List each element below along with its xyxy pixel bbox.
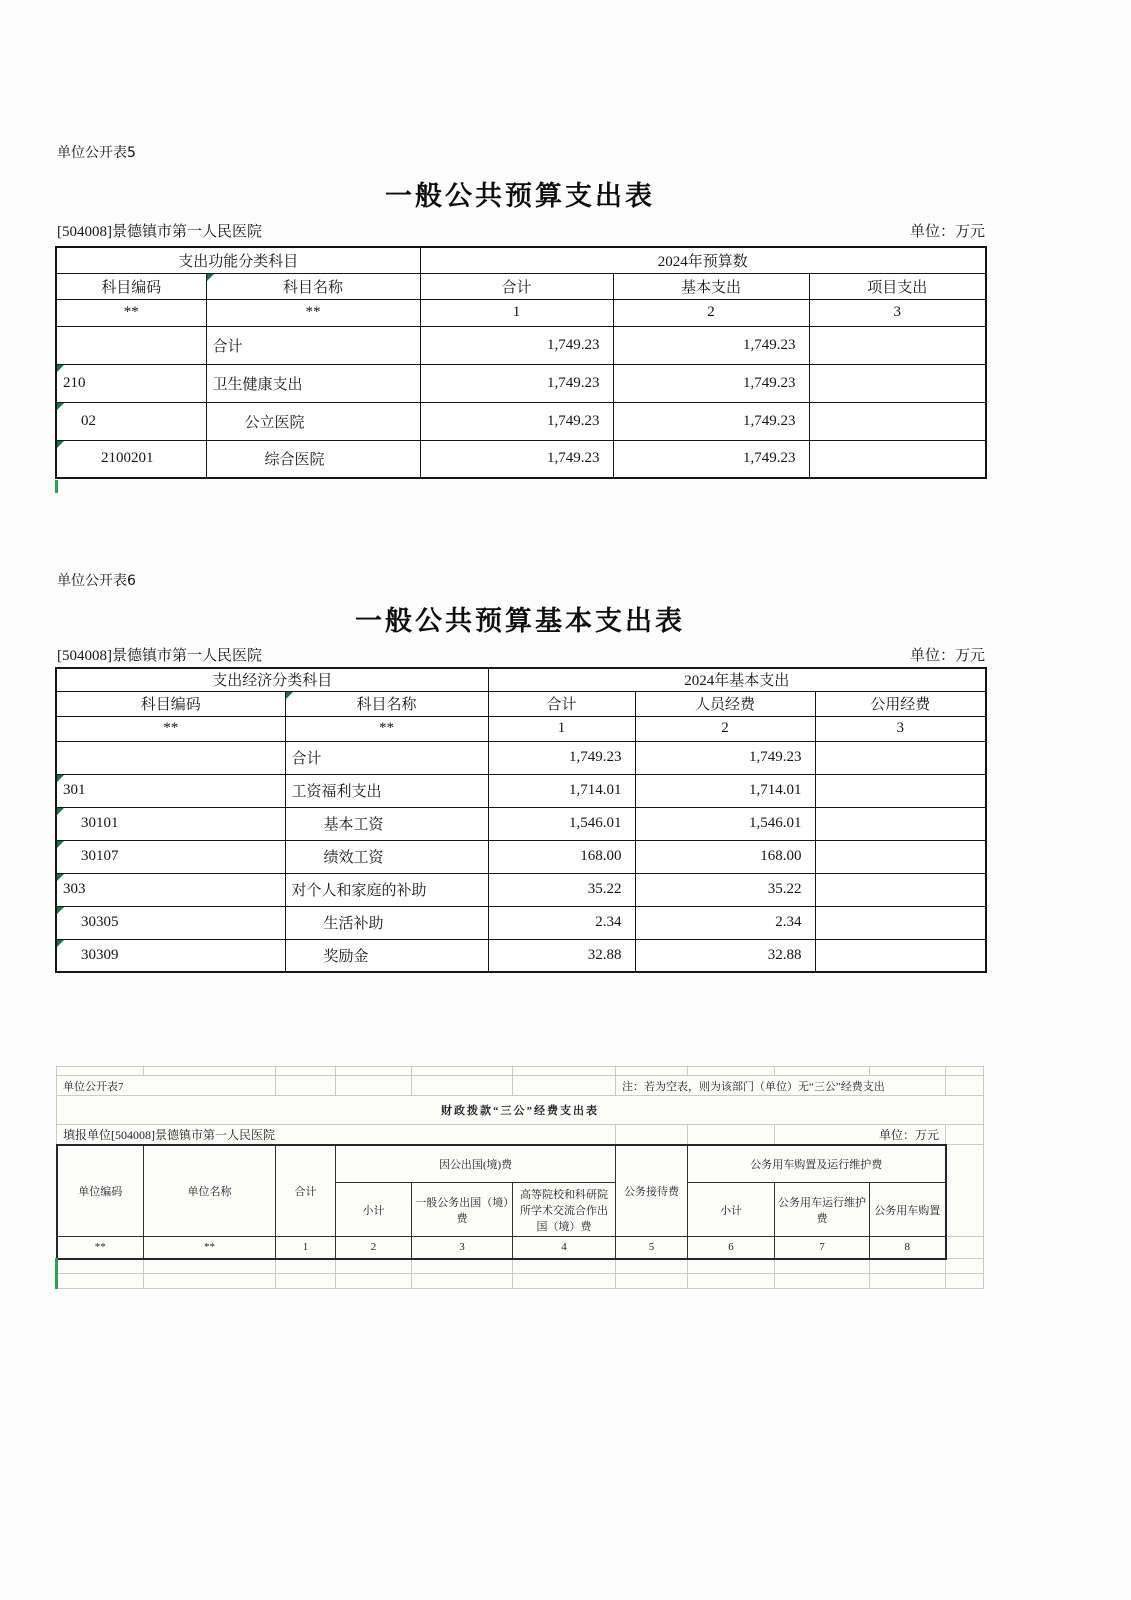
grid-cell	[616, 1067, 688, 1076]
sheet-grid-row	[57, 1274, 984, 1289]
t7-col-total: 合计	[276, 1145, 336, 1237]
t6-group-left: 支出经济分类科目	[56, 668, 488, 691]
sheet-grid-row	[57, 1259, 984, 1274]
cell-basic: 1,749.23	[613, 440, 809, 478]
cell-personnel: 168.00	[635, 840, 815, 873]
grid-cell	[775, 1067, 870, 1076]
cell-public	[815, 807, 986, 840]
t6-col-name: 科目名称	[285, 691, 488, 716]
t5-col-total: 合计	[420, 273, 613, 299]
t5-mark: **	[56, 299, 206, 326]
grid-cell	[276, 1076, 336, 1096]
cell-basic: 1,749.23	[613, 364, 809, 402]
table-row	[56, 906, 986, 939]
t5-col-name: 科目名称	[206, 273, 420, 299]
cell-personnel: 1,749.23	[635, 741, 815, 774]
cell-total: 1,749.23	[488, 741, 635, 774]
t7-mark: 1	[276, 1237, 336, 1259]
table-row	[56, 774, 986, 807]
table6	[55, 667, 987, 973]
cell-basic: 1,749.23	[613, 402, 809, 440]
table6-group-row	[56, 668, 986, 691]
table-row	[56, 402, 986, 440]
table7-tag-row	[57, 1076, 984, 1096]
t7-col-abroad-subtotal: 小计	[336, 1183, 412, 1237]
table7-org: 填报单位[504008]景德镇市第一人民医院	[57, 1125, 616, 1145]
cell-name: 综合医院	[206, 440, 420, 478]
cell-project	[809, 440, 986, 478]
t6-col-code: 科目编码	[56, 691, 285, 716]
table5-header-row	[56, 273, 986, 299]
grid-cell	[688, 1259, 775, 1274]
cell-name: 合计	[285, 741, 488, 774]
cell-public	[815, 939, 986, 972]
cell-code: 210	[56, 364, 206, 402]
grid-cell	[946, 1145, 984, 1237]
grid-cell	[336, 1274, 412, 1289]
cell-total: 1,749.23	[420, 326, 613, 364]
table-row	[56, 440, 986, 478]
grid-cell	[276, 1067, 336, 1076]
table6-marks-row	[56, 716, 986, 741]
table-row	[56, 807, 986, 840]
t5-group-right: 2024年预算数	[420, 247, 986, 273]
cell-code: 30107	[56, 840, 285, 873]
grid-cell	[57, 1067, 144, 1076]
cell-name: 基本工资	[285, 807, 488, 840]
grid-cell	[513, 1274, 616, 1289]
cell-project	[809, 364, 986, 402]
t7-mark: 8	[870, 1237, 946, 1259]
grid-cell	[412, 1067, 513, 1076]
t5-mark: 3	[809, 299, 986, 326]
t7-col-abroad-academic: 高等院校和科研院所学术交流合作出国（境）费	[513, 1183, 616, 1237]
table-row	[56, 326, 986, 364]
t6-mark: 1	[488, 716, 635, 741]
t6-group-right: 2024年基本支出	[488, 668, 986, 691]
cell-code: 30101	[56, 807, 285, 840]
cell-personnel: 2.34	[635, 906, 815, 939]
table-row	[56, 873, 986, 906]
t6-col-total: 合计	[488, 691, 635, 716]
cell-total: 1,749.23	[420, 440, 613, 478]
grid-cell	[870, 1067, 946, 1076]
table7-title: 财政拨款“三公”经费支出表	[57, 1096, 984, 1125]
excel-selection-marker	[57, 1259, 144, 1274]
table7-marks-row	[57, 1237, 984, 1259]
t7-mark: 2	[336, 1237, 412, 1259]
cell-personnel: 32.88	[635, 939, 815, 972]
cell-personnel: 35.22	[635, 873, 815, 906]
table5-unit: 单位：万元	[909, 224, 985, 240]
t7-mark: 5	[616, 1237, 688, 1259]
sheet-grid-row	[57, 1067, 984, 1076]
cell-public	[815, 873, 986, 906]
table-row	[56, 741, 986, 774]
cell-code: 30305	[56, 906, 285, 939]
table5-tag: 单位公开表5	[57, 145, 136, 161]
table6-unit: 单位：万元	[909, 648, 985, 664]
cell-project	[809, 402, 986, 440]
table5-marks-row	[56, 299, 986, 326]
grid-cell	[412, 1076, 513, 1096]
grid-cell	[513, 1076, 616, 1096]
grid-cell	[946, 1067, 984, 1076]
cell-total: 2.34	[488, 906, 635, 939]
cell-personnel: 1,714.01	[635, 774, 815, 807]
cell-total: 32.88	[488, 939, 635, 972]
cell-code	[56, 741, 285, 774]
t7-group-vehicle: 公务用车购置及运行维护费	[688, 1145, 946, 1183]
grid-cell	[946, 1076, 984, 1096]
table6-tag: 单位公开表6	[57, 573, 136, 589]
grid-cell	[412, 1259, 513, 1274]
table7-tag: 单位公开表7	[57, 1076, 276, 1096]
t6-mark: **	[285, 716, 488, 741]
t7-mark: **	[57, 1237, 144, 1259]
t5-col-code: 科目编码	[56, 273, 206, 299]
table5-org: [504008]景德镇市第一人民医院	[57, 224, 262, 240]
grid-cell	[946, 1237, 984, 1259]
t7-col-vehicle-purchase: 公务用车购置	[870, 1183, 946, 1237]
cell-total: 1,714.01	[488, 774, 635, 807]
grid-cell	[336, 1067, 412, 1076]
table7-note: 注：若为空表，则为该部门（单位）无“三公”经费支出	[616, 1076, 946, 1096]
grid-cell	[513, 1067, 616, 1076]
grid-cell	[276, 1259, 336, 1274]
grid-cell	[688, 1125, 775, 1145]
t6-mark: 2	[635, 716, 815, 741]
grid-cell	[276, 1274, 336, 1289]
grid-cell	[946, 1125, 984, 1145]
t5-mark: 1	[420, 299, 613, 326]
table7-org-row	[57, 1125, 984, 1145]
t5-mark: 2	[613, 299, 809, 326]
table-row	[56, 939, 986, 972]
table7-title-row	[57, 1096, 984, 1125]
t6-mark: 3	[815, 716, 986, 741]
t7-mark: 7	[775, 1237, 870, 1259]
grid-cell	[775, 1274, 870, 1289]
cell-name: 绩效工资	[285, 840, 488, 873]
cell-name: 奖励金	[285, 939, 488, 972]
t5-mark: **	[206, 299, 420, 326]
grid-cell	[412, 1274, 513, 1289]
cell-basic: 1,749.23	[613, 326, 809, 364]
t5-col-project: 项目支出	[809, 273, 986, 299]
t7-mark: 3	[412, 1237, 513, 1259]
t7-mark: 6	[688, 1237, 775, 1259]
excel-selection-marker	[57, 1274, 144, 1289]
t7-col-abroad-general: 一般公务出国（境）费	[412, 1183, 513, 1237]
cell-total: 1,749.23	[420, 364, 613, 402]
cell-total: 1,749.23	[420, 402, 613, 440]
table6-title: 一般公共预算基本支出表	[355, 606, 685, 636]
grid-cell	[144, 1274, 276, 1289]
cell-code	[56, 326, 206, 364]
grid-cell	[870, 1274, 946, 1289]
cell-code: 301	[56, 774, 285, 807]
cell-public	[815, 840, 986, 873]
grid-cell	[144, 1067, 276, 1076]
cell-public	[815, 741, 986, 774]
cell-project	[809, 326, 986, 364]
table7	[55, 1066, 984, 1289]
cell-name: 公立医院	[206, 402, 420, 440]
grid-cell	[775, 1259, 870, 1274]
t5-group-left: 支出功能分类科目	[56, 247, 420, 273]
cell-name: 对个人和家庭的补助	[285, 873, 488, 906]
table5-group-row	[56, 247, 986, 273]
grid-cell	[616, 1125, 688, 1145]
table6-header-row	[56, 691, 986, 716]
grid-cell	[946, 1259, 984, 1274]
cell-total: 168.00	[488, 840, 635, 873]
grid-cell	[144, 1259, 276, 1274]
table6-org: [504008]景德镇市第一人民医院	[57, 648, 262, 664]
cell-code: 2100201	[56, 440, 206, 478]
t6-mark: **	[56, 716, 285, 741]
table5	[55, 246, 987, 479]
grid-cell	[336, 1259, 412, 1274]
table7-header-group-row	[57, 1145, 984, 1183]
grid-cell	[616, 1259, 688, 1274]
t6-col-personnel: 人员经费	[635, 691, 815, 716]
cell-code: 30309	[56, 939, 285, 972]
t7-col-unit-code: 单位编码	[57, 1145, 144, 1237]
cell-name: 合计	[206, 326, 420, 364]
grid-cell	[688, 1067, 775, 1076]
table7-unit: 单位：万元	[775, 1125, 946, 1145]
cell-total: 35.22	[488, 873, 635, 906]
table-row	[56, 364, 986, 402]
t7-col-unit-name: 单位名称	[144, 1145, 276, 1237]
grid-cell	[616, 1274, 688, 1289]
cell-name: 卫生健康支出	[206, 364, 420, 402]
table5-title: 一般公共预算支出表	[385, 181, 655, 211]
t7-group-abroad: 因公出国(境)费	[336, 1145, 616, 1183]
table-row	[56, 840, 986, 873]
cell-name: 工资福利支出	[285, 774, 488, 807]
grid-cell	[946, 1274, 984, 1289]
cell-personnel: 1,546.01	[635, 807, 815, 840]
t7-mark: 4	[513, 1237, 616, 1259]
t7-col-vehicle-subtotal: 小计	[688, 1183, 775, 1237]
cell-public	[815, 906, 986, 939]
cell-total: 1,546.01	[488, 807, 635, 840]
cell-name: 生活补助	[285, 906, 488, 939]
t7-col-vehicle-maintenance: 公务用车运行维护费	[775, 1183, 870, 1237]
grid-cell	[513, 1259, 616, 1274]
grid-cell	[336, 1076, 412, 1096]
t7-col-reception: 公务接待费	[616, 1145, 688, 1237]
grid-cell	[688, 1274, 775, 1289]
cell-public	[815, 774, 986, 807]
cell-code: 303	[56, 873, 285, 906]
grid-cell	[870, 1259, 946, 1274]
t5-col-basic: 基本支出	[613, 273, 809, 299]
excel-selection-marker	[55, 480, 58, 493]
t7-mark: **	[144, 1237, 276, 1259]
t6-col-public: 公用经费	[815, 691, 986, 716]
cell-code: 02	[56, 402, 206, 440]
